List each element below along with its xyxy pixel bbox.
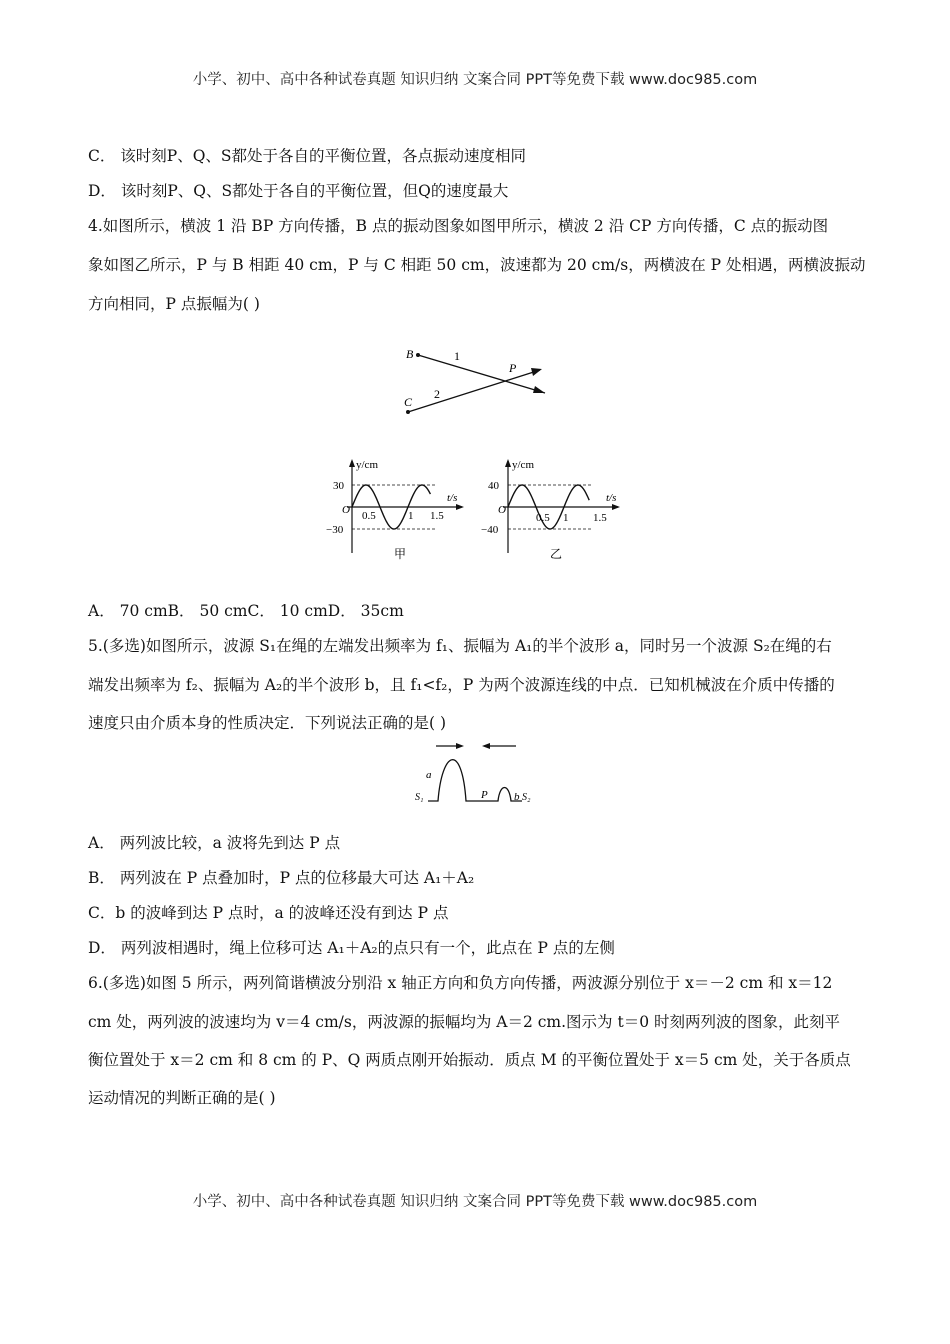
arrow-a-head <box>456 743 464 749</box>
arrow-b-head <box>482 743 490 749</box>
x-axis-arrow <box>456 504 464 510</box>
option-5b: B． 两列波在 P 点叠加时，P 点的位移最大可达 A₁＋A₂ <box>88 869 475 887</box>
question-6-line-1: 6.(多选)如图 5 所示，两列简谐横波分别沿 x 轴正方向和负方向传播，两波源分别位于 x＝－2 cm 和 x＝12 <box>88 974 833 992</box>
y-tick-bottom: −40 <box>481 524 499 536</box>
x-label: t/s <box>606 492 617 504</box>
x-tick-3: 1.5 <box>593 512 607 524</box>
question-5-line-2: 端发出频率为 f₂、振幅为 A₂的半个波形 b，且 f₁<f₂，P 为两个波源连线的中点．已知机械波在介质中传播的 <box>88 676 835 694</box>
x-label: t/s <box>447 492 458 504</box>
label-a: a <box>426 769 432 781</box>
question-4-line-2: 象如图乙所示，P 与 B 相距 40 cm，P 与 C 相距 50 cm，波速都为 20 cm/s，两横波在 P 处相遇，两横波振动 <box>88 256 866 274</box>
y-axis-arrow <box>505 459 511 467</box>
origin-label: O <box>498 504 506 516</box>
question-4-line-1: 4.如图所示，横波 1 沿 BP 方向传播，B 点的振动图象如图甲所示，横波 2 沿 CP 方向传播，C 点的振动图 <box>88 217 829 235</box>
question-6-line-4: 运动情况的判断正确的是( ) <box>88 1089 276 1107</box>
rope-pulse-figure <box>410 738 540 810</box>
label-s1: S₁ <box>415 792 424 803</box>
label-b: b <box>514 791 520 803</box>
option-5a: A． 两列波比较，a 波将先到达 P 点 <box>88 834 341 852</box>
option-3c: C． 该时刻P、Q、S都处于各自的平衡位置，各点振动速度相同 <box>88 147 527 165</box>
x-axis-arrow <box>612 504 620 510</box>
x-tick-2: 1 <box>408 510 414 522</box>
x-tick-3: 1.5 <box>430 510 444 522</box>
x-tick-2: 1 <box>563 512 569 524</box>
x-tick-1: 0.5 <box>536 512 550 524</box>
label-p: P <box>481 789 488 801</box>
question-6-line-3: 衡位置处于 x＝2 cm 和 8 cm 的 P、Q 两质点刚开始振动．质点 M 的平衡位置处于 x＝5 cm 处，关于各质点 <box>88 1051 851 1069</box>
option-3d: D． 该时刻P、Q、S都处于各自的平衡位置，但Q的速度最大 <box>88 182 509 200</box>
point-c <box>406 410 410 414</box>
question-4-options: A． 70 cmB． 50 cmC． 10 cmD． 35cm <box>88 602 404 620</box>
page-footer: 小学、初中、高中各种试卷真题 知识归纳 文案合同 PPT等免费下载 www.doc985.com <box>192 1194 758 1210</box>
y-label: y/cm <box>356 459 378 471</box>
label-s2: S₂ <box>522 792 531 803</box>
caption: 乙 <box>550 547 563 561</box>
graph-jia <box>322 455 472 565</box>
point-b <box>416 353 420 357</box>
question-4-line-3: 方向相同，P 点振幅为( ) <box>88 295 260 313</box>
graph-yi <box>478 455 628 565</box>
question-5-line-3: 速度只由介质本身的性质决定．下列说法正确的是( ) <box>88 714 447 732</box>
label-p: P <box>509 361 517 375</box>
label-b: B <box>406 347 414 361</box>
label-wave-2: 2 <box>434 387 440 401</box>
caption: 甲 <box>394 547 407 561</box>
question-6-line-2: cm 处，两列波的波速均为 v＝4 cm/s，两波源的振幅均为 A＝2 cm.图示为 t＝0 时刻两列波的图象，此刻平 <box>88 1013 840 1031</box>
y-tick-top: 30 <box>333 480 344 492</box>
question-5-line-1: 5.(多选)如图所示，波源 S₁在绳的左端发出频率为 f₁、振幅为 A₁的半个波形 a，同时另一个波源 S₂在绳的右 <box>88 637 832 655</box>
rope-curve <box>428 760 522 801</box>
x-tick-1: 0.5 <box>362 510 376 522</box>
origin-label: O <box>342 504 350 516</box>
page-header: 小学、初中、高中各种试卷真题 知识归纳 文案合同 PPT等免费下载 www.doc985.com <box>192 72 758 88</box>
label-c: C <box>404 395 413 409</box>
option-5d: D． 两列波相遇时，绳上位移可达 A₁＋A₂的点只有一个，此点在 P 点的左侧 <box>88 939 615 957</box>
y-tick-bottom: −30 <box>326 524 344 536</box>
label-wave-1: 1 <box>454 349 460 363</box>
wave-1-arrow <box>533 386 545 393</box>
wave-2-arrow <box>531 368 542 376</box>
wave-2-line <box>408 370 540 412</box>
y-axis-arrow <box>349 459 355 467</box>
y-label: y/cm <box>512 459 534 471</box>
wave-direction-figure <box>390 340 560 420</box>
y-tick-top: 40 <box>488 480 499 492</box>
option-5c: C．b 的波峰到达 P 点时，a 的波峰还没有到达 P 点 <box>88 904 449 922</box>
